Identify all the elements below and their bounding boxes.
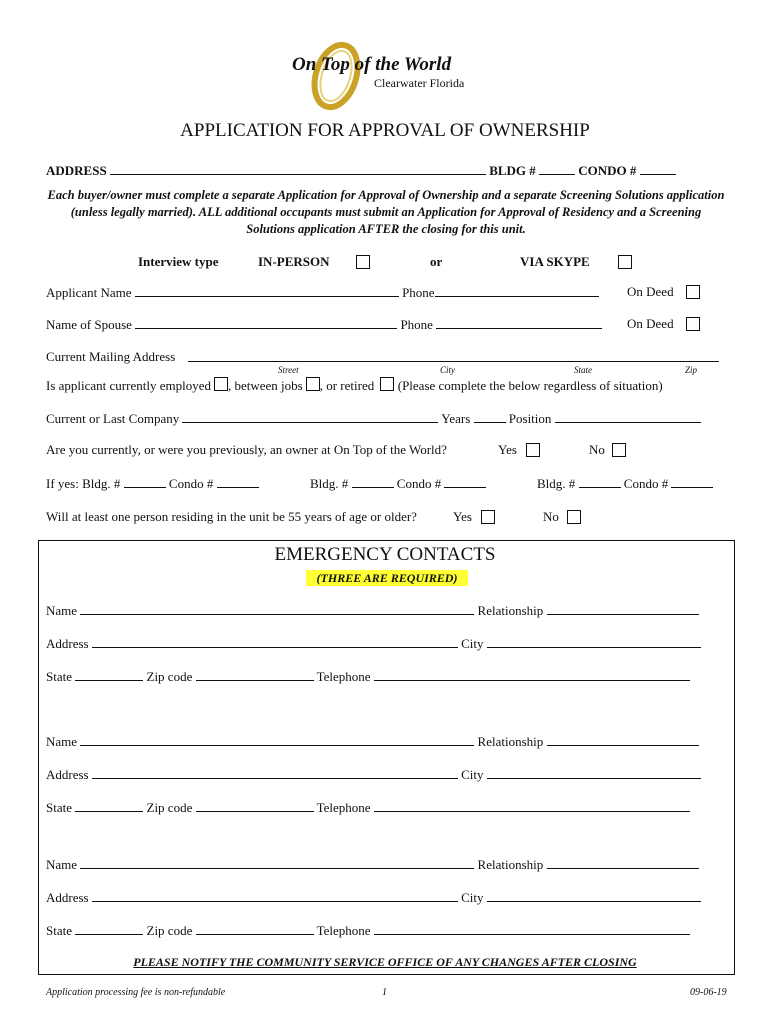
years-label: Years [441, 411, 471, 426]
spouse-name-field[interactable] [135, 316, 397, 329]
position-field[interactable] [555, 410, 701, 423]
retired-label: , or retired [319, 378, 375, 393]
contact-telephone-field[interactable] [374, 668, 690, 681]
contact-state-field[interactable] [75, 668, 143, 681]
contact-city-field[interactable] [487, 766, 701, 779]
contact-city-field[interactable] [487, 889, 701, 902]
ifyes-condo-label-2: Condo # [396, 476, 442, 491]
company-label: Current or Last Company [46, 411, 180, 426]
contact-address-label: Address [46, 636, 89, 651]
age-no-checkbox[interactable] [567, 510, 581, 524]
contact-name-field[interactable] [80, 856, 474, 869]
spouse-phone-field[interactable] [436, 316, 602, 329]
applicant-name-field[interactable] [135, 284, 399, 297]
contact-state-field[interactable] [75, 799, 143, 812]
notify-notice: PLEASE NOTIFY THE COMMUNITY SERVICE OFFICE OF ANY CHANGES AFTER CLOSING [133, 955, 637, 969]
contact-telephone-label: Telephone [316, 669, 371, 684]
skype-label: VIA SKYPE [520, 254, 590, 269]
in-person-checkbox[interactable] [356, 255, 370, 269]
applicant-deed-checkbox[interactable] [686, 285, 700, 299]
ifyes-label: If yes: [46, 476, 79, 491]
emergency-required-badge: (THREE ARE REQUIRED) [306, 570, 468, 586]
owner-yes-checkbox[interactable] [526, 443, 540, 457]
contact-state-label: State [46, 923, 72, 938]
contact-city-label: City [461, 890, 484, 905]
contact-zip-label: Zip code [146, 669, 193, 684]
logo-sub-text: Clearwater Florida [374, 76, 465, 90]
contact-state-row [46, 668, 690, 685]
ifyes-group-1 [46, 475, 259, 492]
contact-telephone-field[interactable] [374, 922, 690, 935]
address-field[interactable] [110, 162, 486, 175]
contact-name-row [46, 733, 699, 750]
contact-state-field[interactable] [75, 922, 143, 935]
contact-state-label: State [46, 669, 72, 684]
contact-name-label: Name [46, 603, 78, 618]
ifyes-bldg-label-3: Bldg. # [537, 476, 576, 491]
ifyes-condo-label-3: Condo # [623, 476, 669, 491]
contact-city-field[interactable] [487, 635, 701, 648]
owner-no-label: No [589, 442, 605, 457]
applicant-phone-field[interactable] [435, 284, 599, 297]
contact-state-row [46, 799, 690, 816]
contact-state-row [46, 922, 690, 939]
page-title: APPLICATION FOR APPROVAL OF OWNERSHIP [180, 120, 590, 141]
contact-relationship-label: Relationship [477, 857, 544, 872]
employment-row [46, 377, 663, 394]
employed-label: Is applicant currently employed [46, 378, 211, 393]
street-sublabel: Street [278, 365, 299, 375]
ifyes-group-2 [310, 475, 486, 492]
contact-city-label: City [461, 767, 484, 782]
logo-main-text: On Top of the World [292, 54, 452, 75]
footer-fee-note: Application processing fee is non-refundable [46, 987, 226, 998]
spouse-deed-label: On Deed [627, 316, 674, 331]
condo-label: CONDO # [578, 163, 637, 178]
contact-city-label: City [461, 636, 484, 651]
contact-address-field[interactable] [92, 889, 458, 902]
company-field[interactable] [182, 410, 438, 423]
zip-sublabel: Zip [685, 365, 698, 375]
position-label: Position [508, 411, 552, 426]
spouse-name-label: Name of Spouse [46, 317, 132, 332]
in-person-option [258, 254, 330, 270]
contact-name-row [46, 602, 699, 619]
ifyes-bldg-label-2: Bldg. # [310, 476, 349, 491]
contact-address-label: Address [46, 767, 89, 782]
state-sublabel: State [574, 365, 592, 375]
skype-checkbox[interactable] [618, 255, 632, 269]
ifyes-bldg-field-3[interactable] [579, 475, 621, 488]
address-label: ADDRESS [46, 163, 107, 178]
contact-name-row [46, 856, 699, 873]
ifyes-bldg-field-2[interactable] [352, 475, 394, 488]
instructions-text: Each buyer/owner must complete a separate Application for Approval of Ownership and a separate Screening Solutions application (unless legally married). ALL additional occupants must submit an Application for Approval of Residency and a Screening Solutions application AFTER the closing for this unit. [47, 188, 725, 236]
contact-address-field[interactable] [92, 635, 458, 648]
contact-zip-field[interactable] [196, 922, 314, 935]
contact-relationship-field[interactable] [547, 856, 699, 869]
bldg-label: BLDG # [489, 163, 536, 178]
age-question: Will at least one person residing in the unit be 55 years of age or older? [46, 509, 417, 524]
employment-note: (Please complete the below regardless of situation) [397, 378, 663, 393]
spouse-phone-label: Phone [400, 317, 433, 332]
years-field[interactable] [474, 410, 506, 423]
contact-zip-field[interactable] [196, 799, 314, 812]
ifyes-condo-field-3[interactable] [671, 475, 713, 488]
mailing-address-label: Current Mailing Address [46, 349, 176, 364]
owner-question: Are you currently, or were you previously, an owner at On Top of the World? [46, 442, 447, 457]
age-yes-label: Yes [453, 509, 472, 524]
contact-address-row [46, 889, 701, 906]
applicant-name-label: Applicant Name [46, 285, 132, 300]
condo-field[interactable] [640, 162, 676, 175]
bldg-field[interactable] [539, 162, 575, 175]
owner-no-checkbox[interactable] [612, 443, 626, 457]
ifyes-condo-field-1[interactable] [217, 475, 259, 488]
ifyes-group-3 [537, 475, 713, 492]
contact-relationship-label: Relationship [477, 603, 544, 618]
contact-relationship-field[interactable] [547, 733, 699, 746]
contact-name-label: Name [46, 857, 78, 872]
contact-address-field[interactable] [92, 766, 458, 779]
applicant-deed-label: On Deed [627, 284, 674, 299]
spouse-row [46, 316, 602, 333]
applicant-row [46, 284, 599, 301]
or-label: or [430, 254, 443, 269]
address-row [46, 162, 676, 179]
contact-address-label: Address [46, 890, 89, 905]
city-sublabel: City [440, 365, 455, 375]
emergency-title: EMERGENCY CONTACTS [274, 544, 496, 565]
company-row [46, 410, 701, 427]
footer-page-number: 1 [382, 987, 387, 998]
contact-address-row [46, 635, 701, 652]
retired-checkbox[interactable] [380, 377, 394, 391]
contact-zip-field[interactable] [196, 668, 314, 681]
interview-type-label: Interview type [138, 254, 219, 269]
applicant-phone-label: Phone [402, 285, 435, 300]
between-jobs-label: , between jobs [227, 378, 303, 393]
contact-relationship-label: Relationship [477, 734, 544, 749]
ifyes-bldg-field-1[interactable] [124, 475, 166, 488]
contact-zip-label: Zip code [146, 800, 193, 815]
ifyes-condo-field-2[interactable] [444, 475, 486, 488]
contact-telephone-label: Telephone [316, 923, 371, 938]
contact-name-field[interactable] [80, 602, 474, 615]
employed-checkbox[interactable] [214, 377, 228, 391]
age-no-label: No [543, 509, 559, 524]
contact-name-field[interactable] [80, 733, 474, 746]
mailing-address-field[interactable] [188, 361, 719, 362]
age-yes-checkbox[interactable] [481, 510, 495, 524]
in-person-label: IN-PERSON [258, 254, 330, 269]
contact-state-label: State [46, 800, 72, 815]
contact-telephone-label: Telephone [316, 800, 371, 815]
spouse-deed-checkbox[interactable] [686, 317, 700, 331]
footer-date: 09-06-19 [690, 987, 727, 998]
company-logo [288, 40, 488, 112]
between-jobs-checkbox[interactable] [306, 377, 320, 391]
contact-name-label: Name [46, 734, 78, 749]
contact-telephone-field[interactable] [374, 799, 690, 812]
contact-zip-label: Zip code [146, 923, 193, 938]
contact-address-row [46, 766, 701, 783]
ifyes-condo-label-1: Condo # [168, 476, 214, 491]
contact-relationship-field[interactable] [547, 602, 699, 615]
owner-yes-label: Yes [498, 442, 517, 457]
ifyes-bldg-label-1: Bldg. # [82, 476, 121, 491]
